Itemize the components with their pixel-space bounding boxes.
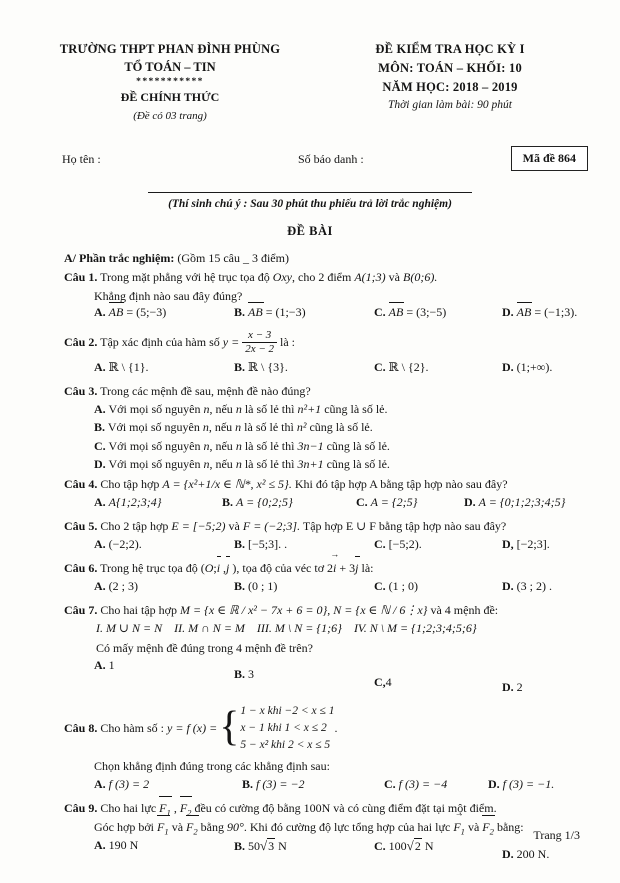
question-content <box>0 251 620 862</box>
q2-la: là : <box>280 335 296 350</box>
q9-opt-b-letter: B. <box>234 839 246 854</box>
q5-opt-b-letter: B. <box>234 536 246 551</box>
q3-opt-a-end: cũng là số lẻ. <box>324 402 388 417</box>
q3-opt-b-expr: n² <box>296 420 307 435</box>
q3-opt-c-mid: , nếu <box>209 438 233 453</box>
q6-option-c[interactable] <box>374 579 418 594</box>
q8-opt-c-letter: C. <box>384 777 396 792</box>
q3-opt-d-pre: Với mọi số nguyên <box>108 456 201 471</box>
department-name: TỔ TOÁN – TIN <box>124 60 216 75</box>
q6-text2: , tọa độ của véc tơ <box>236 560 325 575</box>
q9-force-1-ref2: $F_1$ → <box>453 818 465 836</box>
q6-option-b[interactable] <box>234 579 277 594</box>
q3-option-a[interactable]: A. Với mọi số nguyên n, nếu n là số lẻ thì n²+1 cũng là số lẻ. <box>94 402 388 417</box>
q2-opt-d-value: (1;+∞). <box>516 360 553 375</box>
q8-cases <box>240 703 334 755</box>
q8-opt-b-value: f (3) = −2 <box>256 777 305 792</box>
q5-set-e: E = [−5;2) <box>171 518 226 533</box>
q9-line2-and2: và <box>467 820 480 835</box>
q9-option-a[interactable] <box>94 838 138 853</box>
question-3 <box>64 382 588 400</box>
q2-opt-a-letter: A. <box>94 360 106 375</box>
q9-opt-d-value: 200 N. <box>516 847 550 862</box>
q8-opt-d-letter: D. <box>488 777 500 792</box>
header-right-block <box>310 40 590 124</box>
name-field-label: Họ tên : <box>62 152 101 167</box>
q7-statement-2: II. M ∩ N = M <box>174 620 245 635</box>
q6-opt-c-letter: C. <box>374 578 386 593</box>
q2-option-b[interactable] <box>234 360 288 375</box>
question-6 <box>64 559 588 577</box>
question-5 <box>64 517 588 535</box>
q9-opt-d-letter: D. <box>502 847 514 862</box>
q6-text: Trong hệ trục tọa độ <box>100 560 198 575</box>
q9-opt-b-post: N <box>278 839 287 854</box>
q3-opt-a-expr: n²+1 <box>297 402 322 417</box>
q6-vector: 2i → + 3j <box>327 561 358 575</box>
q6-opt-a-letter: A. <box>94 578 106 593</box>
q9-option-c[interactable] <box>374 838 433 854</box>
q7-option-a[interactable] <box>94 658 115 673</box>
q1-point-b: B(0;6). <box>403 270 438 285</box>
q1-opt-b-letter: B. <box>234 305 246 320</box>
q4-set-definition: A = {x²+1/x ∈ ℕ*, x² ≤ 5}. <box>162 476 292 491</box>
q1-text: Trong mặt phẳng với hệ trục tọa độ <box>100 270 270 285</box>
q3-label: Câu 3. <box>64 384 98 399</box>
q3-option-d[interactable]: D. Với mọi số nguyên n, nếu n là số lẻ thì 3n+1 cũng là số lẻ. <box>94 456 390 471</box>
q7-option-b[interactable] <box>234 667 254 682</box>
q3-opt-d-expr: 3n+1 <box>297 456 324 471</box>
q2-option-c[interactable] <box>374 360 429 375</box>
q9-line2-mid: bằng <box>200 820 224 835</box>
q3-opt-d-end: cũng là số lẻ. <box>326 456 390 471</box>
q8-prompt: Chọn khẳng định đúng trong các khẳng định sau: <box>94 759 330 774</box>
q1-coord: Oxy <box>272 270 293 285</box>
q4-option-b[interactable] <box>222 495 293 510</box>
q4-opt-c-value: A = {2;5} <box>370 494 418 509</box>
q7-opt-d-value: 2 <box>516 679 523 694</box>
q5-set-f: F = (−2;3]. <box>242 518 301 533</box>
q1-opt-a-value: (5;−3) <box>136 305 167 320</box>
q1-option-c[interactable]: C. AB = (3;−5) <box>374 305 447 320</box>
q7-label: Câu 7. <box>64 602 98 617</box>
question-8 <box>64 703 588 755</box>
q7-statement-4: IV. N \ M = {1;2;3;4;5;6} <box>353 620 477 635</box>
q6-la: là: <box>361 560 374 575</box>
q8-case-2: x − 1 khi 1 < x ≤ 2 <box>240 721 327 734</box>
q6-opt-d-value: (3 ; 2) . <box>516 578 552 593</box>
q7-prompt: Có mấy mệnh đề đúng trong 4 mệnh đề trên? <box>96 640 313 655</box>
q1-opt-d-value: (−1;3). <box>544 305 578 320</box>
q7-option-d[interactable] <box>502 680 523 695</box>
q1-point-a: A(1;3) <box>354 270 386 285</box>
q4-opt-d-value: A = {0;1;2;3;4;5} <box>478 494 566 509</box>
q9-opt-b-pre: 50 <box>248 839 261 854</box>
q8-opt-a-value: f (3) = 2 <box>108 777 150 792</box>
q8-option-c[interactable] <box>384 777 447 792</box>
q5-opt-a-value: (−2;2). <box>108 536 142 551</box>
q1-label: Câu 1. <box>64 270 98 285</box>
q3-option-b[interactable]: B. Với mọi số nguyên n, nếu n là số lẻ thì n² cũng là số lẻ. <box>94 420 373 435</box>
q9-text2: đều có cường độ bằng 100N và có cùng điểm đặt tại một điểm. <box>194 801 497 816</box>
q5-option-c[interactable] <box>374 537 422 552</box>
q6-opt-b-letter: B. <box>234 578 246 593</box>
q8-text: Cho hàm số : <box>100 721 165 736</box>
q4-prompt: Khi đó tập hợp A bằng tập hợp nào sau đây? <box>294 476 508 491</box>
exam-title-line3: NĂM HỌC: 2018 – 2019 <box>382 79 518 94</box>
q2-opt-c-letter: C. <box>374 360 386 375</box>
q4-option-a[interactable] <box>94 495 162 510</box>
q3-opt-c-cond: là số lẻ thì <box>244 438 295 453</box>
q3-opt-b-pre: Với mọi số nguyên <box>107 420 200 435</box>
exam-body-heading: ĐỀ BÀI <box>287 224 333 239</box>
q2-opt-c-value: ℝ \ {2}. <box>388 360 429 375</box>
q7-opt-a-value: 1 <box>108 657 115 672</box>
q6-opt-c-value: (1 ; 0) <box>388 578 418 593</box>
q8-opt-b-letter: B. <box>242 777 254 792</box>
q7-opt-d-letter: D. <box>502 679 514 694</box>
q3-opt-a-cond: là số lẻ thì <box>244 402 295 417</box>
q3-opt-d-cond: là số lẻ thì <box>244 456 295 471</box>
q1-opt-b-value: (1;−3) <box>275 305 306 320</box>
q9-text: Cho hai lực <box>100 801 157 816</box>
q4-opt-c-letter: C. <box>356 494 368 509</box>
q4-opt-b-value: A = {0;2;5} <box>236 494 293 509</box>
notice-text: (Thí sinh chú ý : Sau 30 phút thu phiếu trả lời trắc nghiệm) <box>168 198 452 211</box>
q2-fraction <box>242 329 277 356</box>
q1-opt-d-letter: D. <box>502 305 514 320</box>
q5-opt-b-value: [−5;3]. . <box>248 536 288 551</box>
q5-opt-d-value: [−2;3]. <box>516 536 550 551</box>
q3-opt-a-mid: , nếu <box>209 402 233 417</box>
q3-opt-a-pre: Với mọi số nguyên <box>108 402 201 417</box>
header-left-block <box>30 40 310 124</box>
q5-options <box>94 537 588 558</box>
q2-option-d[interactable] <box>502 360 552 375</box>
q4-opt-d-letter: D. <box>464 494 476 509</box>
school-name: TRƯỜNG THPT PHAN ĐÌNH PHÙNG <box>59 42 281 56</box>
exam-title-line2: MÔN: TOÁN – KHỐI: 10 <box>378 60 522 75</box>
q9-force-1: $F_1$ <box>159 801 171 818</box>
q3-opt-c-end: cũng là số lẻ. <box>326 438 390 453</box>
q5-and: và <box>228 518 240 533</box>
q5-prompt: Tập hợp E ∪ F bằng tập hợp nào sau đây? <box>302 518 507 533</box>
q8-opt-d-value: f (3) = −1. <box>502 777 555 792</box>
star-divider: *********** <box>136 76 204 87</box>
q1-option-b[interactable]: B. AB = (1;−3) <box>234 305 306 320</box>
q4-opt-a-value: A{1;2;3;4} <box>108 494 162 509</box>
q7-text2: và 4 mệnh đề: <box>430 602 499 617</box>
q9-opt-c-pre: 100 <box>388 839 407 854</box>
q7-opt-c-letter: C, <box>374 674 386 689</box>
q6-option-a[interactable] <box>94 579 138 594</box>
q9-force-2-ref: $F_2$ <box>186 820 198 837</box>
q6-opt-a-value: (2 ; 3) <box>108 578 138 593</box>
q3-opt-c-expr: 3n−1 <box>297 438 324 453</box>
q7-opt-c-value: 4 <box>385 674 392 689</box>
q8-case-1: 1 − x khi −2 < x ≤ 1 <box>240 704 335 717</box>
q7-option-c[interactable] <box>374 675 392 690</box>
q9-opt-b-radical: √3 <box>260 838 275 854</box>
q4-option-d[interactable] <box>464 495 565 510</box>
q8-opt-c-value: f (3) = −4 <box>398 777 448 792</box>
q2-opt-b-value: ℝ \ {3}. <box>248 360 288 375</box>
q8-option-a[interactable] <box>94 777 149 792</box>
q9-force-2: $F_2$ <box>179 801 192 818</box>
q1-opt-c-letter: C. <box>374 305 386 320</box>
q9-line2-end: bằng: <box>496 820 524 835</box>
q5-text: Cho 2 tập hợp <box>100 518 169 533</box>
q7-comma: , <box>327 602 331 617</box>
q1-text2: , cho 2 điểm <box>292 270 352 285</box>
q5-option-d[interactable] <box>502 537 550 552</box>
q5-opt-d-letter: D, <box>502 536 514 551</box>
q2-opt-a-value: ℝ \ {1}. <box>108 360 149 375</box>
q6-label: Câu 6. <box>64 560 98 575</box>
section-a-heading <box>64 251 588 266</box>
q5-opt-a-letter: A. <box>94 536 106 551</box>
q3-opt-c-letter: C. <box>94 438 106 453</box>
section-a-label: A/ Phần trắc nghiệm: <box>64 251 175 266</box>
q8-option-b[interactable] <box>242 777 305 792</box>
q1-prompt: Khẳng định nào sau đây đúng? <box>94 289 243 304</box>
q9-line2-post: . Khi đó cường độ lực tổng hợp của hai lực <box>243 820 451 835</box>
q2-text: Tập xác định của hàm số <box>100 335 220 350</box>
q9-line2-pre: Góc hợp bởi <box>94 820 155 835</box>
q9-opt-c-letter: C. <box>374 839 386 854</box>
q3-opt-b-end: cũng là số lẻ. <box>309 420 373 435</box>
q7-opt-b-letter: B. <box>234 666 246 681</box>
q9-force-1-ref: $F_1$ <box>157 820 169 837</box>
pages-note: (Đề có 03 trang) <box>133 109 207 122</box>
q2-options <box>94 360 588 381</box>
q7-set-m: M = {x ∈ ℝ / x² − 7x + 6 = 0} <box>180 602 328 617</box>
notice-rule <box>148 192 472 193</box>
q8-case-3: 5 − x² khi 2 < x ≤ 5 <box>240 739 331 752</box>
exam-code-box: Mã đề 864 <box>511 146 588 171</box>
q4-option-c[interactable] <box>356 495 417 510</box>
q7-options <box>94 657 588 694</box>
q8-label: Câu 8. <box>64 721 98 736</box>
page-footer: Trang 1/3 <box>533 828 580 842</box>
q9-option-d[interactable] <box>502 847 549 862</box>
section-a-detail: (Gồm 15 câu _ 3 điểm) <box>177 251 289 266</box>
question-2 <box>64 330 588 357</box>
q4-opt-b-letter: B. <box>222 494 234 509</box>
question-4 <box>64 475 588 493</box>
q7-opt-b-value: 3 <box>248 666 255 681</box>
question-7 <box>64 601 588 619</box>
q8-period: . <box>334 721 338 736</box>
q2-opt-d-letter: D. <box>502 360 514 375</box>
candidate-id-row <box>0 146 620 180</box>
q3-opt-d-mid: , nếu <box>209 456 233 471</box>
q2-y: y = <box>222 335 240 350</box>
q6-opt-d-letter: D. <box>502 578 514 593</box>
q8-opt-a-letter: A. <box>94 777 106 792</box>
q1-option-d[interactable]: D. AB = (−1;3). <box>502 305 578 320</box>
q9-opt-a-letter: A. <box>94 838 106 853</box>
q7-statement-3: III. M \ N = {1;6} <box>256 620 342 635</box>
q9-opt-c-radical: √2 <box>406 838 421 854</box>
q1-options <box>94 305 588 326</box>
q6-opt-b-value: (0 ; 1) <box>248 578 278 593</box>
q7-opt-a-letter: A. <box>94 657 106 672</box>
q2-denominator: 2x − 2 <box>242 342 277 356</box>
q7-statement-1: I. M ∪ N = N <box>96 620 163 635</box>
q4-options <box>94 495 588 516</box>
q4-text: Cho tập hợp <box>100 476 160 491</box>
q8-function: y = f (x) = <box>167 721 218 736</box>
q5-option-b[interactable] <box>234 537 287 552</box>
official-label: ĐỀ CHÍNH THỨC <box>120 90 220 105</box>
q3-text: Trong các mệnh đề sau, mệnh đề nào đúng? <box>100 384 311 399</box>
question-1 <box>64 268 588 286</box>
q9-line2 <box>94 818 588 836</box>
q2-label: Câu 2. <box>64 335 98 350</box>
q6-option-d[interactable] <box>502 579 552 594</box>
q2-numerator: x − 3 <box>247 329 272 342</box>
q7-text: Cho hai tập hợp <box>100 602 178 617</box>
q1-opt-a-letter: A. <box>94 305 106 320</box>
q9-angle: 90° <box>227 820 244 835</box>
q6-basis: (O;i ,j ) <box>200 560 237 575</box>
q3-opt-a-letter: A. <box>94 402 106 417</box>
q4-label: Câu 4. <box>64 476 98 491</box>
q1-option-a[interactable]: A. AB = (5;−3) <box>94 305 167 320</box>
q3-opt-b-mid: , nếu <box>208 420 233 435</box>
q6-options <box>94 579 588 600</box>
q2-option-a[interactable] <box>94 360 149 375</box>
q9-options <box>94 838 588 862</box>
exam-title-line1: ĐỀ KIỂM TRA HỌC KỲ I <box>375 42 525 56</box>
q3-opt-b-letter: B. <box>94 420 106 435</box>
q8-brace: { <box>219 704 240 751</box>
q3-option-c[interactable]: C. Với mọi số nguyên n, nếu n là số lẻ thì 3n−1 cũng là số lẻ. <box>94 438 390 453</box>
q9-opt-c-post: N <box>424 839 434 854</box>
q1-and: và <box>388 270 400 285</box>
q5-opt-c-letter: C. <box>374 536 386 551</box>
q5-label: Câu 5. <box>64 518 98 533</box>
q2-opt-b-letter: B. <box>234 360 246 375</box>
q3-opt-c-pre: Với mọi số nguyên <box>108 438 201 453</box>
q9-line2-and: và <box>171 820 184 835</box>
q1-opt-c-value: (3;−5) <box>416 305 447 320</box>
q9-option-b[interactable] <box>234 838 287 854</box>
q9-label: Câu 9. <box>64 801 98 816</box>
q9-opt-a-value: 190 N <box>108 838 139 853</box>
q7-set-n: N = {x ∈ ℕ / 6⋮x} <box>333 602 428 617</box>
candidate-number-label: Số báo danh : <box>298 152 364 167</box>
q5-opt-c-value: [−5;2). <box>388 536 422 551</box>
q3-opt-b-cond: là số lẻ thì <box>244 420 294 435</box>
q5-option-a[interactable] <box>94 537 142 552</box>
q3-opt-d-letter: D. <box>94 456 106 471</box>
question-9: Câu 9. Cho hai lực $F_1$ , $F_2$ đều có cường độ bằng 100N và có cùng điểm đặt tại một điểm. <box>64 801 497 818</box>
page-header <box>0 0 620 124</box>
q7-statements <box>96 619 588 638</box>
q4-opt-a-letter: A. <box>94 494 106 509</box>
q9-force-2-ref2: $F_2$ <box>482 820 494 837</box>
time-allowed-note: Thời gian làm bài: 90 phút <box>387 99 513 112</box>
q8-options <box>94 777 588 798</box>
q8-option-d[interactable] <box>488 777 554 792</box>
